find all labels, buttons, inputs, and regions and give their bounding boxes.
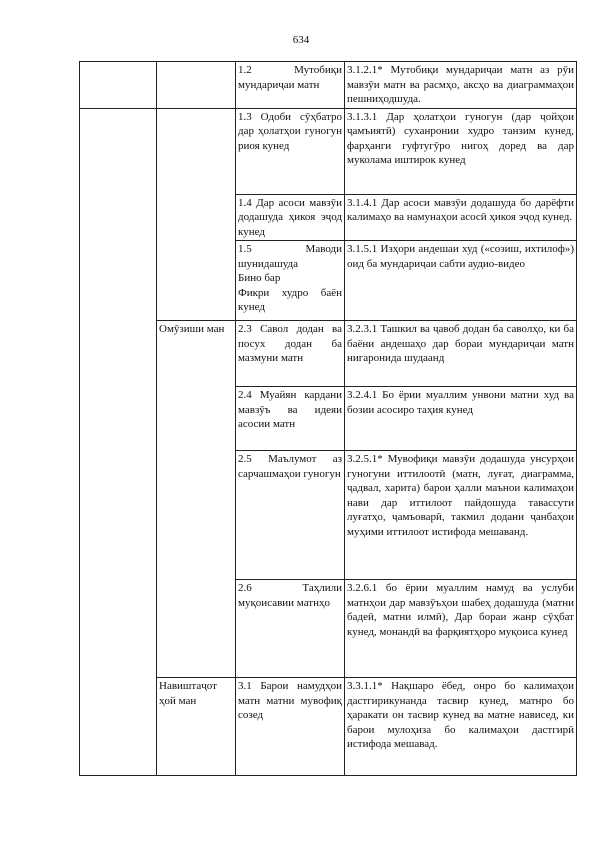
competency-cell: 2.4 Муайян кардани мавзӯъ ва идеяи асосии матн (236, 387, 345, 451)
competency-cell: 2.3 Савол додан ва посух додан ба мазмуни матн (236, 321, 345, 387)
indicator-cell: 3.3.1.1* Нақшаро ёбед, онро бо калимаҳои дастгирикунанда тасвир кунед, матнро бо ҳаракати он тасвир кунед ва матне нависед, ки барои мулоҳиза бо калимаҳои дастгирӣ истифода мешавад. (345, 678, 577, 776)
competency-cell: 1.2 Мутобиқи мундариҷаи матн (236, 62, 345, 109)
indicator-cell: 3.1.3.1 Дар ҳолатҳои гуногун (дар ҷойҳои ҷамъиятӣ) суханронии худро танзим кунед, фарҳанги гуфтугӯро нигоҳ доред ва дар муколама иштирок кунед (345, 108, 577, 194)
competency-cell: 2.6 Таҳлили муқоисавии матнҳо (236, 580, 345, 678)
skill-area-cell: Навиштаҷот ҳой ман (157, 678, 236, 776)
indicator-cell: 3.1.2.1* Мутобиқи мундариҷаи матн аз рӯи мавзӯи матн ва расмҳо, аксҳо ва диаграммаҳои пешниҳодшуда. (345, 62, 577, 109)
indicator-cell: 3.2.4.1 Бо ёрии муаллим унвони матни худ ва бозии асосиро таҳия кунед (345, 387, 577, 451)
indicator-cell: 3.1.4.1 Дар асоси мавзӯи додашуда бо дарёфти калимаҳо ва намунаҳои асосӣ ҳикоя эҷод кунед. (345, 194, 577, 241)
competency-cell: 3.1 Барои намудҳои матн матни мувофиқ созед (236, 678, 345, 776)
curriculum-table (79, 61, 577, 776)
empty-cell (80, 108, 157, 776)
table-row (80, 108, 577, 194)
competency-line: Бино бар (238, 272, 281, 284)
indicator-cell: 3.1.5.1 Изҳори андешаи худ («созиш, ихтилоф») оид ба мундариҷаи сабти аудио-видео (345, 241, 577, 321)
indicator-cell: 3.2.3.1 Ташкил ва ҷавоб додан ба саволҳо, ки ба баёни андешаҳо дар бораи мундариҷаи матн нигаронида шудаанд (345, 321, 577, 387)
table-row (80, 62, 577, 109)
competency-cell (236, 241, 345, 321)
indicator-cell: 3.2.6.1 бо ёрии муаллим намуд ва услуби матнҳои дар мавзӯъҳои шабеҳ додашуда (матни бадеӣ, матни илмӣ), Дар бораи жанр сӯҳбат кунед, монандӣ ва фарқиятҳоро муқоиса кунед (345, 580, 577, 678)
competency-line: Фикри худро баён кунед (238, 286, 342, 313)
empty-cell (157, 108, 236, 321)
competency-cell: 2.5 Маълумот аз сарчашмаҳои гуногун (236, 451, 345, 580)
skill-area-cell: Омӯзиши ман (157, 321, 236, 678)
page-number: 634 (292, 34, 310, 46)
empty-cell (80, 62, 157, 109)
empty-cell (157, 62, 236, 109)
competency-cell: 1.3 Одоби сӯҳбатро дар ҳолатҳои гуногун риоя кунед (236, 108, 345, 194)
indicator-cell: 3.2.5.1* Мувофиқи мавзӯи додашуда унсурҳои гуногуни иттилоотӣ (матн, луғат, диаграмма, ҷадвал, харита) барои ҳалли маънои калимаҳои нави дар иттилоот пайдошуда тавассути луғатҳо, ҷамъоварӣ, такмил додани ҷанбаҳои муҳими иттилоот истифода мешаванд. (345, 451, 577, 580)
competency-cell: 1.4 Дар асоси мавзӯи додашуда ҳикоя эҷод кунед (236, 194, 345, 241)
competency-line: 1.5 Маводи шунидашуда (238, 243, 342, 270)
